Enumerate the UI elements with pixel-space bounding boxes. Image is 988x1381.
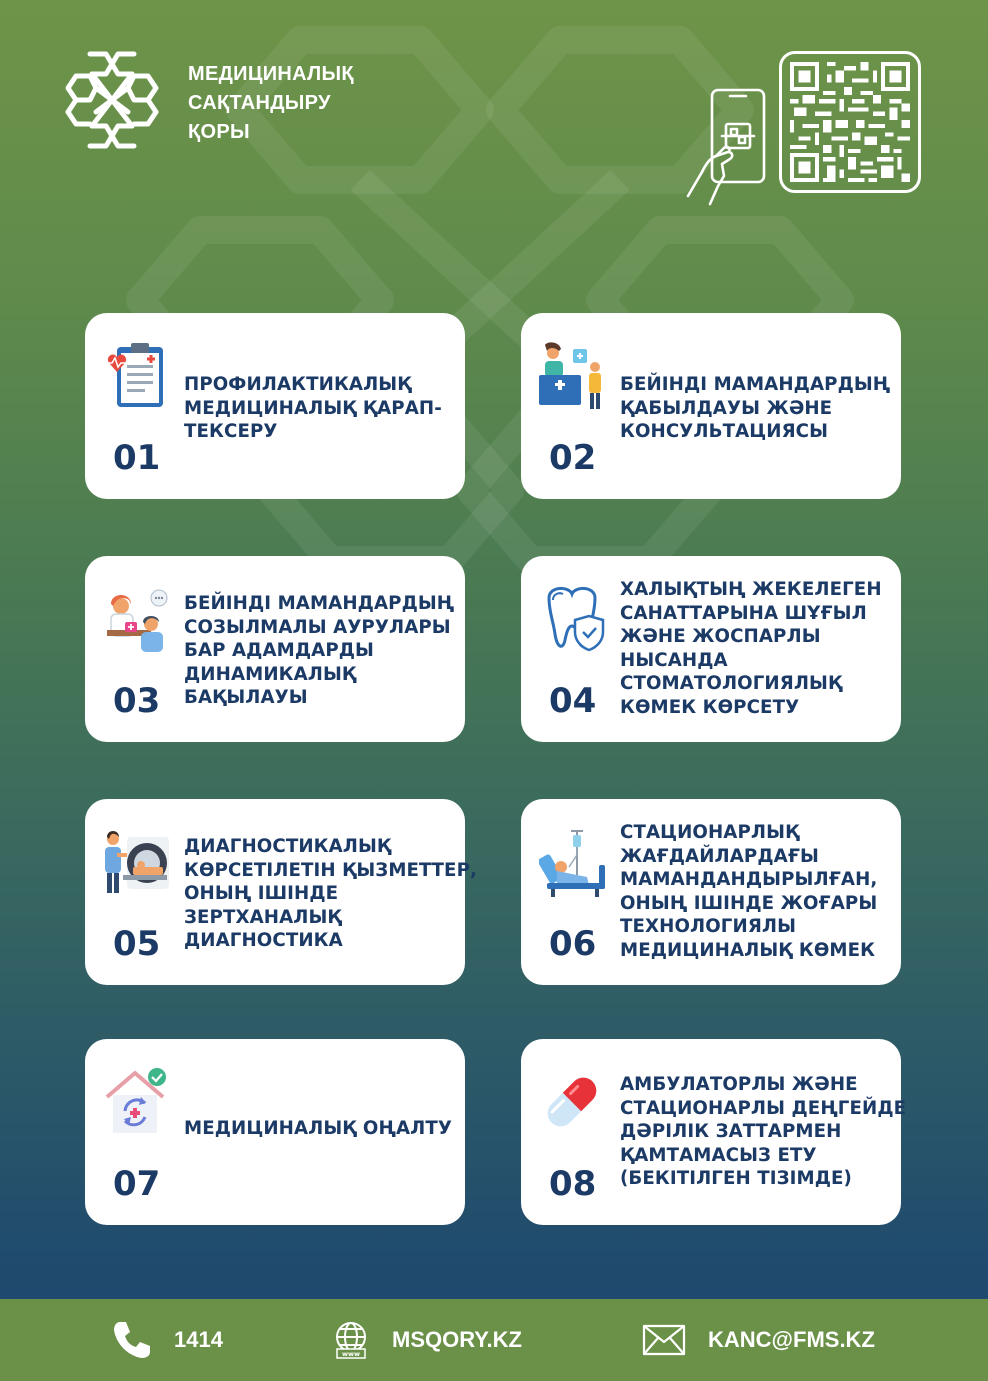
service-title-line: НЫСАНДА xyxy=(620,649,728,671)
service-title-line: ПРОФИЛАКТИКАЛЫҚ xyxy=(184,374,412,395)
service-title-line: ЖӘНЕ ЖОСПАРЛЫ xyxy=(620,626,821,647)
brand-name xyxy=(188,60,354,147)
service-title-line: ҚАМТАМАСЫЗ ЕТУ xyxy=(620,1144,817,1166)
service-title-line: СТОМАТОЛОГИЯЛЫҚ xyxy=(620,673,843,694)
service-title-line: СОЗЫЛМАЛЫ АУРУЛАРЫ xyxy=(184,616,451,638)
service-number: 05 xyxy=(113,924,161,964)
service-title-line: МЕДИЦИНАЛЫҚ ҚАРАП- xyxy=(184,397,442,419)
service-title-line: СТАЦИОНАРЛЫ ДЕҢГЕЙДЕ xyxy=(620,1097,907,1119)
clipboard-heart-icon xyxy=(103,341,169,411)
brand-line: МЕДИЦИНАЛЫҚ xyxy=(188,63,354,85)
service-number: 01 xyxy=(113,438,161,478)
footer-website[interactable] xyxy=(332,1299,522,1381)
service-title-line: СТАЦИОНАРЛЫҚ xyxy=(620,822,800,843)
service-title xyxy=(184,835,478,953)
email-link: KANC@FMS.KZ xyxy=(708,1327,875,1352)
service-number: 07 xyxy=(113,1164,161,1204)
service-number: 06 xyxy=(549,924,597,964)
service-title-line: ЖАҒДАЙЛАРДАҒЫ xyxy=(620,845,819,867)
service-card xyxy=(521,799,901,985)
hospital-bed-icon xyxy=(539,827,605,897)
service-number: 04 xyxy=(549,681,597,721)
phone-icon xyxy=(112,1320,152,1360)
service-title-line: БЕЙІНДІ МАМАНДАРДЫҢ xyxy=(184,593,455,614)
mri-scanner-icon xyxy=(103,827,169,897)
service-title-line: ДӘРІЛІК ЗАТТАРМЕН xyxy=(620,1121,842,1142)
service-title-line: МЕДИЦИНАЛЫҚ КӨМЕК xyxy=(620,939,876,961)
brand-line: САҚТАНДЫРУ xyxy=(188,92,331,114)
phone-scan-icon xyxy=(684,86,770,208)
service-title-line: ОНЫҢ ІШІНДЕ xyxy=(184,883,339,904)
service-title xyxy=(184,592,459,710)
reception-desk-icon xyxy=(539,341,605,411)
service-title-line: БАҚЫЛАУЫ xyxy=(184,687,308,708)
website-link: MSQORY.KZ xyxy=(392,1327,522,1352)
service-title-line: КӨРСЕТІЛЕТІН ҚЫЗМЕТТЕР, xyxy=(184,859,478,881)
service-title-line: ТЕКСЕРУ xyxy=(184,421,278,442)
footer-email[interactable] xyxy=(642,1299,875,1381)
service-title-line: ТЕХНОЛОГИЯЛЫ xyxy=(620,916,797,937)
qr-code-icon xyxy=(790,62,910,182)
svg-text:www: www xyxy=(341,1350,361,1358)
footer xyxy=(0,1299,988,1381)
service-title xyxy=(184,373,459,444)
service-title-line: ЗЕРТХАНАЛЫҚ xyxy=(184,906,342,928)
service-card xyxy=(85,1039,465,1225)
service-title xyxy=(620,578,895,719)
qr-code[interactable] xyxy=(779,51,921,193)
service-title-line: АМБУЛАТОРЛЫ ЖӘНЕ xyxy=(620,1074,858,1095)
service-title xyxy=(620,373,895,444)
service-card xyxy=(521,313,901,499)
brand-line: ҚОРЫ xyxy=(188,121,250,143)
service-card xyxy=(521,1039,907,1225)
service-number: 03 xyxy=(113,681,161,721)
phone-number: 1414 xyxy=(174,1327,223,1352)
service-title-line: КӨМЕК КӨРСЕТУ xyxy=(620,696,800,718)
service-title-line: (БЕКІТІЛГЕН ТІЗІМДЕ) xyxy=(620,1168,852,1189)
service-title-line: ДИНАМИКАЛЫҚ xyxy=(184,663,357,685)
service-title-line: САНАТТАРЫНА ШҰҒЫЛ xyxy=(620,602,867,624)
globe-www-icon xyxy=(332,1321,370,1359)
service-title-line: МЕДИЦИНАЛЫҚ ОҢАЛТУ xyxy=(184,1118,452,1139)
service-card xyxy=(85,556,465,742)
fund-logo-icon xyxy=(62,48,162,152)
service-title-line: МАМАНДАНДЫРЫЛҒАН, xyxy=(620,869,878,890)
service-title-line: ОНЫҢ ІШІНДЕ ЖОҒАРЫ xyxy=(620,892,878,914)
footer-phone[interactable] xyxy=(112,1299,223,1381)
service-number: 02 xyxy=(549,438,597,478)
service-title-line: ҚАБЫЛДАУЫ ЖӘНЕ xyxy=(620,397,833,419)
service-card xyxy=(85,313,465,499)
home-rehab-icon xyxy=(103,1067,169,1137)
tooth-shield-icon xyxy=(539,584,605,654)
doctor-patient-icon xyxy=(103,584,169,654)
service-card xyxy=(521,556,901,742)
service-title-line: БАР АДАМДАРДЫ xyxy=(184,640,374,661)
service-title-line: ХАЛЫҚТЫҢ ЖЕКЕЛЕГЕН xyxy=(620,579,882,600)
service-title-line: БЕЙІНДІ МАМАНДАРДЫҢ xyxy=(620,374,891,395)
service-title xyxy=(184,1117,459,1141)
service-title-line: ДИАГНОСТИКАЛЫҚ xyxy=(184,836,392,857)
envelope-icon xyxy=(642,1324,686,1356)
pill-capsule-icon xyxy=(539,1067,605,1137)
service-title-line: ДИАГНОСТИКА xyxy=(184,930,343,951)
service-card xyxy=(85,799,478,985)
service-title-line: КОНСУЛЬТАЦИЯСЫ xyxy=(620,421,829,442)
service-title xyxy=(620,1073,907,1191)
service-title xyxy=(620,821,895,962)
service-number: 08 xyxy=(549,1164,597,1204)
